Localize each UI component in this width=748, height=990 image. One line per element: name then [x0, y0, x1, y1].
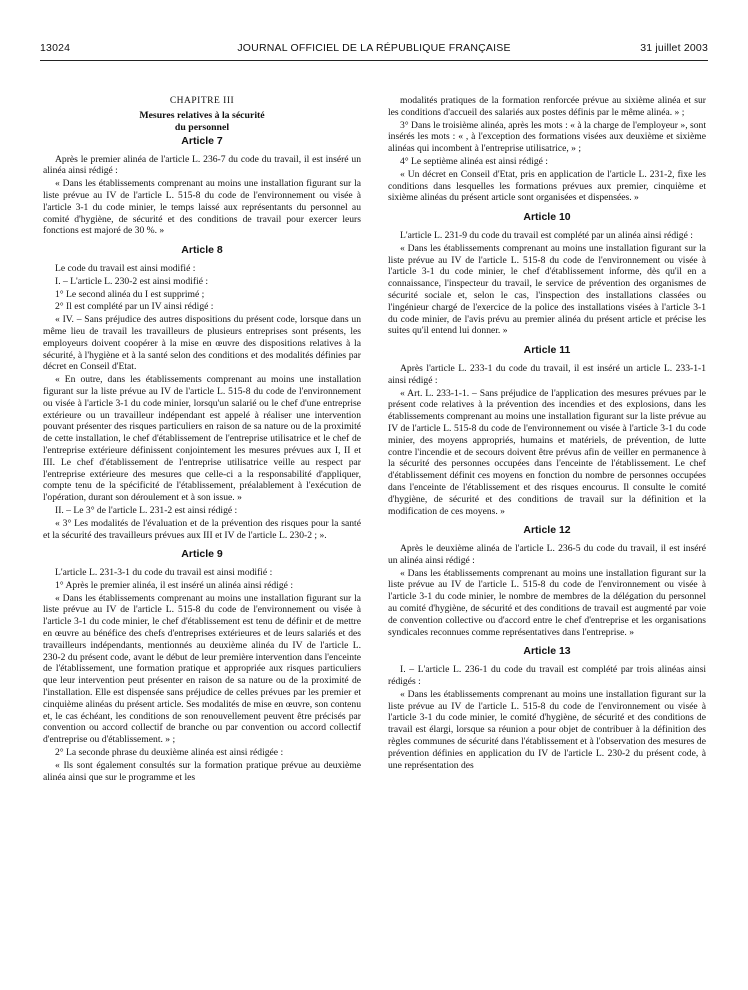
paragraph: « Dans les établissements comprenant au moins une installation figurant sur la liste prévue au IV de l'article L. 515-8 du code de l'environnement ou visée à l'article 3-1 du code minier, le chef d'établissement est tenu de définir et de mettre en œuvre au bénéfice des chefs d'entreprises extérieures et de leurs salariés et des travailleurs indépendants, mentionnés au deuxième alinéa du IV de l'article L. 230-2 du présent code, avant le début de leur première intervention dans l'enceinte de l'établissement, une formation pratique et appropriée aux risques particuliers que leur intervention peut présenter en raison de sa nature ou de la proximité de l'installation. Elle est dispensée sans préjudice de celles prévues par les premier et cinquième alinéas du présent article. Ses modalités de mise en œuvre, son contenu et, le cas échéant, les conditions de son renouvellement peuvent être précisés par convention ou accord collectif de branche ou par convention ou accord collectif d'entreprise ou d'établissement. » ; [43, 592, 361, 746]
article-heading: Article 11 [523, 344, 571, 357]
paragraph: 1° Le second alinéa du I est supprimé ; [55, 288, 205, 300]
paragraph: Après le premier alinéa de l'article L. 236-7 du code du travail, il est inséré un alinéa ainsi rédigé : [43, 153, 361, 177]
paragraph: « En outre, dans les établissements comprenant au moins une installation figurant sur la liste prévue au IV de l'article L. 515-8 du code de l'environnement ou visée à l'article 3-1 du code minier, lorsqu'un salarié ou le chef d'une entreprise extérieure ou un travailleur indépendant est appelé à réaliser une intervention pouvant présenter des risques particuliers en raison de sa nature ou de la proximité de cette installation, le chef d'établissement de l'entreprise utilisatrice et le chef de l'entreprise extérieure définissent conjointement les mesures prévues aux I, II et III. Le chef d'établissement de l'entreprise utilisatrice veille au respect par l'entreprise extérieure des mesures que celle-ci a la responsabilité d'appliquer, compte tenu de la spécificité de l'établissement, préalablement à l'exécution de l'opération, durant son déroulement et à son issue. » [43, 374, 361, 504]
paragraph: 3° Dans le troisième alinéa, après les mots : « à la charge de l'employeur », sont insérés les mots : « , à l'exception des formations visées aux deuxième et sixième alinéas qui incombent à l'entreprise utilisatrice, » ; [388, 119, 706, 155]
paragraph: « Un décret en Conseil d'Etat, pris en application de l'article L. 231-2, fixe les conditions dans lesquelles les formations prévues aux premier, cinquième et sixième alinéas du présent article sont organisées et dispensées. » [388, 168, 706, 204]
paragraph: « Dans les établissements comprenant au moins une installation figurant sur la liste prévue au IV de l'article L. 515-8 du code de l'environnement ou visée à l'article 3-1 du code minier, le nombre de membres de la délégation du personnel au comité d'hygiène, de sécurité et des conditions de travail est augmenté par voie de convention collective ou d'accord entre le chef d'entreprise et les organisations syndicales reconnues comme représentatives dans l'entreprise. » [388, 567, 706, 638]
paragraph: 2° Il est complété par un IV ainsi rédigé : [55, 301, 214, 313]
paragraph: L'article L. 231-3-1 du code du travail est ainsi modifié : [55, 567, 273, 579]
article-heading: Article 13 [523, 645, 571, 658]
paragraph: modalités pratiques de la formation renforcée prévue au sixième alinéa et sur les conditions d'accueil des salariés aux postes définis par le même alinéa. » ; [388, 95, 706, 118]
paragraph: Le code du travail est ainsi modifié : [55, 262, 196, 274]
section-heading-line2: du personnel [174, 121, 230, 133]
paragraph: « Dans les établissements comprenant au moins une installation figurant sur la liste prévue au IV de l'article L. 515-8 du code de l'environnement ou visée à l'article 3-1 du code minier, le chef d'établissement informe, dès qu'il en a connaissance, l'inspecteur du travail, le service de prévention des organismes de sécurité sociale et, selon le cas, l'inspection des installations classées ou l'ingénieur chargé de l'exercice de la police des installations visées à l'article 3-1 du code minier, de l'avis prévu au premier alinéa du présent article et précise les suites qu'il entend lui donner. » [388, 242, 706, 337]
paragraph: Après le deuxième alinéa de l'article L. 236-5 du code du travail, il est inséré un alinéa ainsi rédigé : [388, 543, 706, 566]
paragraph: Après l'article L. 233-1 du code du travail, il est inséré un article L. 233-1-1 ainsi rédigé : [388, 362, 706, 386]
article-heading: Article 9 [181, 548, 223, 561]
paragraph: « Ils sont également consultés sur la formation pratique prévue au deuxième alinéa ainsi que sur le programme et les [43, 759, 361, 783]
paragraph: « Dans les établissements comprenant au moins une installation figurant sur la liste prévue au IV de l'article L. 515-8 du code de l'environnement ou visée à l'article 3-1 du code minier, le temps laissé aux représentants du personnel au comité d'hygiène, de sécurité et des conditions de travail pour exercer leurs fonctions est majoré de 30 %. » [43, 178, 361, 237]
paragraph: « Art. L. 233-1-1. – Sans préjudice de l'application des mesures prévues par le présent code relatives à la prévention des incendies et des explosions, dans les établissements comprenant au moins une installation figurant sur la liste prévue au IV de l'article L. 515-8 du code de l'environnement ou visée à l'article 3-1 du code minier, des moyens appropriés, humains et matériels, de prévention, de lutte contre l'incendie et de secours doivent être prévus afin de veiller en permanence à la sécurité des personnes occupées dans l'enceinte de l'établissement. Le chef d'établissement définit ces moyens en fonction du nombre de personnes occupées dans l'enceinte de l'établissement et des risques encourus. Il consulte le comité d'hygiène, de sécurité et des conditions de travail sur la définition et la modification de ces moyens. » [388, 387, 706, 517]
article-heading: Article 12 [523, 524, 571, 537]
article-heading: Article 7 [181, 134, 223, 147]
paragraph: 1° Après le premier alinéa, il est inséré un alinéa ainsi rédigé : [55, 579, 293, 591]
paragraph: « 3° Les modalités de l'évaluation et de la prévention des risques pour la santé et la sécurité des travailleurs prévues aux III et IV de l'article L. 230-2 ; ». [43, 517, 361, 541]
article-heading: Article 8 [181, 244, 223, 257]
paragraph: 4° Le septième alinéa est ainsi rédigé : [400, 155, 548, 167]
left-column [43, 88, 361, 784]
right-column [388, 95, 706, 772]
section-heading-line1: Mesures relatives à la sécurité [139, 109, 265, 121]
chapter-heading: CHAPITRE III [169, 96, 235, 106]
paragraph: I. – L'article L. 230-2 est ainsi modifié : [55, 275, 209, 287]
paragraph: « Dans les établissements comprenant au moins une installation figurant sur la liste prévue au IV de l'article L. 515-8 du code de l'environnement ou visée à l'article 3-1 du code minier, le comité d'hygiène, de sécurité et des conditions de travail est élargi, lorsque sa réunion a pour objet de contribuer à la définition des règles communes de sécurité dans l'établissement et à l'observation des mesures de prévention définies en application du IV de l'article L. 230-2 du présent code, à une représentation des [388, 688, 706, 771]
page-header [40, 42, 708, 60]
publication-date: 31 juillet 2003 [640, 42, 708, 54]
paragraph: I. – L'article L. 236-1 du code du travail est complété par trois alinéas ainsi rédigés : [388, 664, 706, 688]
header-rule [40, 60, 708, 61]
paragraph: L'article L. 231-9 du code du travail est complété par un alinéa ainsi rédigé : [400, 229, 693, 241]
paragraph: « IV. – Sans préjudice des autres dispositions du présent code, lorsque dans un même lieu de travail les travailleurs de plusieurs entreprises sont présents, les employeurs doivent coopérer à la mise en œuvre des dispositions relatives à la sécurité, à l'hygiène et à la santé selon des conditions et des modalités définies par décret en Conseil d'Etat. [43, 314, 361, 373]
paragraph: II. – Le 3° de l'article L. 231-2 est ainsi rédigé : [55, 504, 238, 516]
paragraph: 2° La seconde phrase du deuxième alinéa est ainsi rédigée : [55, 747, 284, 759]
journal-title: JOURNAL OFFICIEL DE LA RÉPUBLIQUE FRANÇAISE [237, 42, 511, 54]
page-number: 13024 [40, 42, 71, 54]
article-heading: Article 10 [523, 211, 571, 224]
